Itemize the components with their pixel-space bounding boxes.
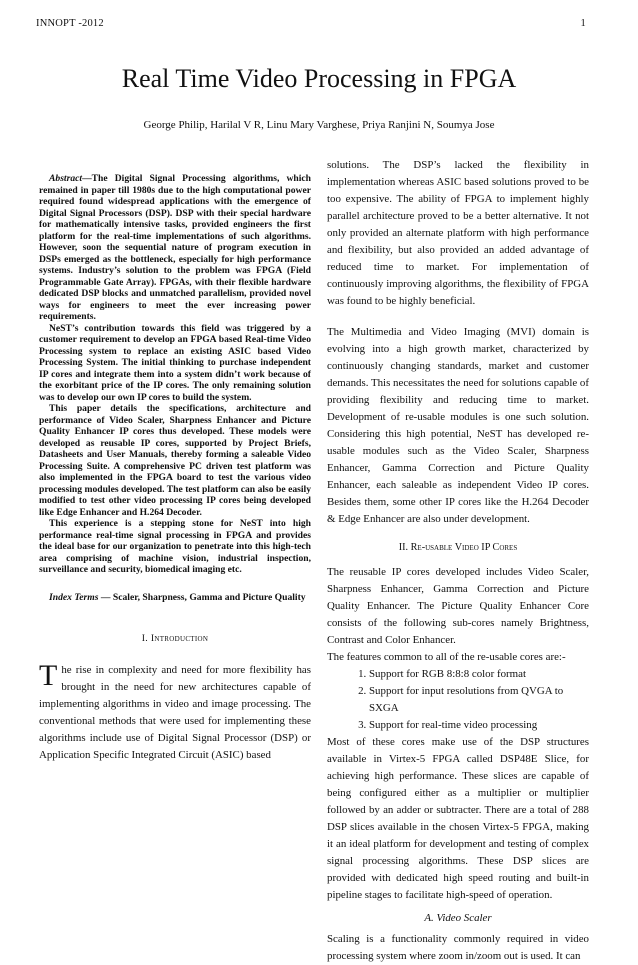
list-item: 1. Support for RGB 8:8:8 color format: [369, 666, 589, 683]
list-item: 3. Support for real-time video processing: [369, 717, 589, 734]
left-column: [39, 157, 311, 764]
right-paragraph-1: solutions. The DSP’s lacked the flexibility in implementation whereas ASIC based solutions proved to be too expensive. The ability of FPGA to implement highly parallel architecture proved to be a better alternative. It not only provided an alternate platform with high performance and flexibility, but also provided an added advantage of reduced time to market. For implementation of continuously improving algorithms, the flexibility of FPGA was found to be highly beneficial.: [327, 159, 589, 307]
section-number: I.: [141, 633, 149, 645]
right-paragraph-3: The reusable IP cores developed includes Video Scaler, Sharpness Enhancer, Gamma Correction and Picture Quality Enhancer. The Picture Quality Enhancer Core consists of the following sub-cores namely Brightness, Contrast and Color Enhancer.: [327, 565, 589, 646]
abstract: [39, 173, 311, 576]
abstract-paragraph-1: [39, 173, 311, 323]
feature-list: [327, 666, 589, 734]
subsection-label: A.: [424, 911, 434, 924]
author-list: George Philip, Harilal V R, Linu Mary Varghese, Priya Ranjini N, Soumya Jose: [143, 119, 495, 131]
right-paragraph-5: Most of these cores make use of the DSP structures available in Virtex-5 FPGA called DSP48E Slice, for achieving high performance. These slices are capable of being configured either as a multiplier or multiplier followed by an adder or subtracter. There are a total of 288 DSP slices available in the chosen Virtex-5 FPGA, making it an ideal platform for development and testing of complex signal processing algorithms. These DSP slices are provided with dedicated high speed routing and built-in pipeline stages to facilitate high-speed of operation.: [327, 735, 589, 901]
abstract-label: Abstract: [49, 173, 83, 184]
introduction-paragraph: [39, 658, 311, 764]
introduction-text: he rise in complexity and need for more flexibility has brought in the need for new architectures capable of implementing algorithms in video and image processing. The conventional methods that were used for implementing these algorithms include use of Digital Signal Processor (DSP) or Application Specific Integrated Circuit (ASIC) based: [39, 663, 311, 761]
abstract-paragraph-3: This paper details the specifications, architecture and performance of Video Scaler, Sharpness Enhancer and Picture Quality Enhancer IP cores thus developed. These models were developed as reusable IP cores, supported by Project Briefs, Datasheets and User Manuals, thereby forming a saleable Video Processing Suite. A comprehensive PC driven test platform was also implemented in the FPGA board to test the various video processing modules developed. The test platform can also be easily modified to test other video processing IP cores being developed like Edge Enhancer and H.264 Decoder.: [39, 403, 311, 518]
paper-title: Real Time Video Processing in FPGA: [121, 64, 517, 93]
index-terms-text: Scaler, Sharpness, Gamma and Picture Quality: [112, 591, 306, 603]
index-terms-label: Index Terms: [49, 591, 99, 603]
section-heading-reusable-cores: [327, 540, 589, 556]
section2-number: II.: [398, 542, 409, 553]
subsection-title: Video Scaler: [436, 911, 492, 924]
page-number: 1: [580, 18, 586, 29]
list-item: 2. Support for input resolutions from QVGA to SXGA: [369, 683, 589, 717]
right-paragraph-2: The Multimedia and Video Imaging (MVI) domain is evolving into a high growth market, characterized by continuously changing standards, market and customer demands. This necessitates the need for solutions capable of providing flexibility and reducing time to market. Development of re-usable modules is one such solution. Considering this high potential, NeST has developed re-usable modules such as the Video Scaler, Sharpness Enhancer, Gamma Correction and Picture Quality Enhancer, each saleable as independent Video IP cores. Besides them, some other IP cores like the H.264 Decoder & Edge Enhancer are also under development.: [327, 326, 590, 525]
drop-cap: T: [39, 658, 58, 692]
index-terms: [39, 592, 311, 604]
right-paragraph-4: The features common to all of the re-usable cores are:-: [327, 650, 566, 663]
right-column: [327, 157, 589, 965]
running-header: INNOPT -2012: [36, 18, 104, 29]
abstract-paragraph-4: This experience is a stepping stone for NeST into high performance real-time signal processing in FPGA and provides the ideal base for our organization to penetrate into this high-tech area comprising of machine vision, industrial inspection, surveillance and security, biomedical imaging etc.: [39, 518, 311, 575]
subsection-heading-video-scaler: [327, 910, 589, 927]
section-title: Introduction: [150, 633, 209, 645]
abstract-dash: —: [82, 173, 92, 184]
abstract-paragraph-2: NeST’s contribution towards this field was triggered by a customer requirement to develop an FPGA based Real-time Video Processing system to replace an existing ASIC based Video Processing System. The initial thinking to purchase independent IP cores and integrate them into a system didn’t work because of the exorbitant price of the IP cores. The only remaining solution was to develop our own IP cores to build the system.: [39, 322, 311, 403]
index-terms-dash: —: [100, 591, 111, 603]
right-paragraph-6: Scaling is a functionality commonly required in video processing system where zoom in/zoom out is used. It can: [327, 932, 589, 962]
section2-title: Re-usable Video IP Cores: [410, 542, 518, 553]
abstract-text-1: The Digital Signal Processing algorithms, which remained in paper till 1980s due to the high computational power required found widespread applications with the emergence of Digital Signal Processors (DSP). DSP with their special hardware for mathematically intensive tasks, provided engineers the first platform for the real-time implementations of such algorithms. However, soon the sequential nature of program execution in DSPs emerged as the bottleneck, especially for high performance systems. Industry’s solution to the problem was FPGA (Field Programmable Gate Array). FPGAs, with their flexible hardware dedicated DSP blocks and unmatched parallelism, provided novel ways for engineers to meet the ever increasing power requirements.: [39, 173, 311, 322]
section-heading-introduction: [39, 633, 311, 645]
